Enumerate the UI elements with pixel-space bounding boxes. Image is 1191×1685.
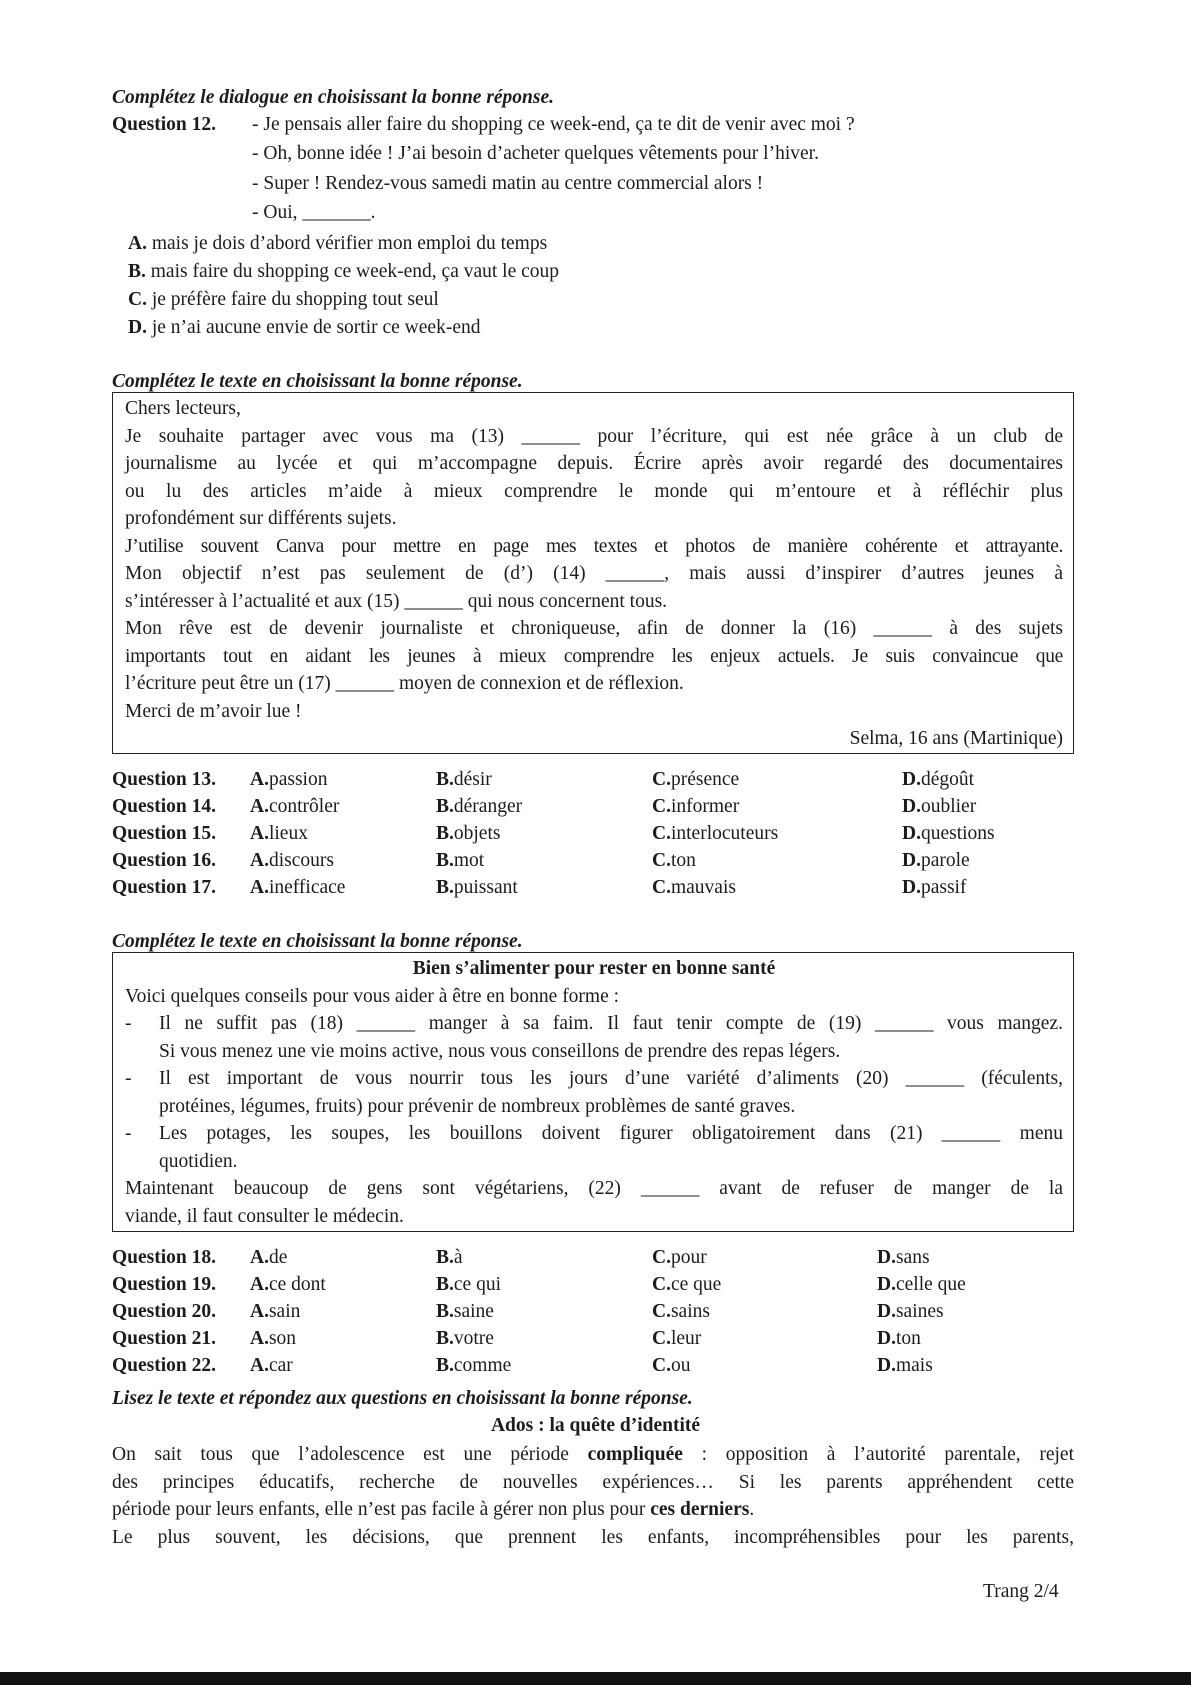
option-a[interactable]: A. passion — [250, 769, 328, 790]
passage-line: ou lu des articles m’aide à mieux comprendre le monde qui m’entoure et à réfléchir plus — [125, 480, 1063, 502]
question-label: Question 13. — [112, 769, 217, 790]
passage-box-nutrition — [112, 952, 1074, 1232]
option-b[interactable]: B. à — [436, 1247, 463, 1268]
passage-line: Mon objectif n’est pas seulement de (d’) (14) ______, mais aussi d’inspirer d’autres jeunes à — [125, 563, 1063, 584]
question-14-row — [112, 793, 1112, 820]
option-12-b[interactable]: B. mais faire du shopping ce week-end, ça vaut le coup — [128, 261, 560, 282]
option-a[interactable]: A. son — [250, 1328, 297, 1349]
passage-line: Mon rêve est de devenir journaliste et chroniqueuse, afin de donner la (16) ______ à des sujets — [125, 618, 1063, 639]
option-d[interactable]: D. dégoût — [902, 769, 975, 790]
passage-intro: Voici quelques conseils pour vous aider à être en bonne forme : — [125, 985, 620, 1007]
option-c[interactable]: C. mauvais — [652, 877, 736, 898]
option-c[interactable]: C. leur — [652, 1328, 702, 1349]
passage-signature: Selma, 16 ans (Martinique) — [849, 728, 1063, 749]
option-b[interactable]: B. votre — [436, 1328, 494, 1349]
option-c[interactable]: C. pour — [652, 1247, 707, 1268]
question-label: Question 17. — [112, 877, 217, 898]
option-12-a[interactable]: A. mais je dois d’abord vérifier mon emploi du temps — [128, 233, 548, 254]
passage-line: Maintenant beaucoup de gens sont végétariens, (22) ______ avant de refuser de manger de la — [125, 1178, 1063, 1199]
passage-line: Chers lecteurs, — [125, 398, 241, 419]
question-label: Question 21. — [112, 1328, 217, 1349]
passage-line: s’intéresser à l’actualité et aux (15) ______ qui nous concernent tous. — [125, 590, 668, 612]
instruction-dialogue: Complétez le dialogue en choisissant la bonne réponse. — [112, 87, 555, 108]
question-17-row — [112, 874, 1112, 901]
passage-line: viande, il faut consulter le médecin. — [125, 1205, 404, 1227]
option-c[interactable]: C. sains — [652, 1301, 710, 1322]
reading-line: On sait tous que l’adolescence est une période compliquée : opposition à l’autorité parentale, rejet — [112, 1444, 1074, 1465]
question-12-label: Question 12. — [112, 114, 217, 135]
question-15-row — [112, 820, 1112, 847]
page-number: Trang 2/4 — [983, 1581, 1059, 1602]
option-b[interactable]: B. déranger — [436, 796, 523, 817]
question-label: Question 15. — [112, 823, 217, 844]
option-b[interactable]: B. désir — [436, 769, 492, 790]
option-d[interactable]: D. questions — [902, 823, 995, 844]
option-d[interactable]: D. celle que — [877, 1274, 966, 1295]
option-a[interactable]: A. contrôler — [250, 796, 340, 817]
option-a[interactable]: A. car — [250, 1355, 293, 1376]
option-d[interactable]: D. parole — [902, 850, 970, 871]
dialogue-line: - Oui, _______. — [252, 202, 376, 223]
option-d[interactable]: D. ton — [877, 1328, 921, 1349]
dialogue-line: - Oh, bonne idée ! J’ai besoin d’acheter quelques vêtements pour l’hiver. — [252, 143, 819, 164]
passage-line: Je souhaite partager avec vous ma (13) ______ pour l’écriture, qui est née grâce à un club de — [125, 425, 1063, 447]
option-b[interactable]: B. comme — [436, 1355, 512, 1376]
option-a[interactable]: A. lieux — [250, 823, 308, 844]
instruction-text-2: Complétez le texte en choisissant la bonne réponse. — [112, 931, 523, 952]
reading-paragraph — [112, 1441, 1074, 1551]
reading-title: Ados : la quête d’identité — [490, 1415, 701, 1436]
option-b[interactable]: B. saine — [436, 1301, 494, 1322]
option-d[interactable]: D. mais — [877, 1355, 933, 1376]
question-label: Question 14. — [112, 796, 217, 817]
tip-item: - Les potages, les soupes, les bouillons doivent figurer obligatoirement dans (21) ______ menu quotidien. — [125, 1123, 1063, 1172]
question-16-row — [112, 847, 1112, 874]
option-b[interactable]: B. mot — [436, 850, 485, 871]
question-21-row — [112, 1325, 1112, 1352]
option-a[interactable]: A. inefficace — [250, 877, 346, 898]
option-d[interactable]: D. saines — [877, 1301, 944, 1322]
dialogue-line: - Je pensais aller faire du shopping ce week-end, ça te dit de venir avec moi ? — [252, 114, 855, 135]
option-d[interactable]: D. sans — [877, 1247, 930, 1268]
instruction-reading: Lisez le texte et répondez aux questions en choisissant la bonne réponse. — [112, 1388, 693, 1409]
option-c[interactable]: C. ton — [652, 850, 696, 871]
question-20-row — [112, 1298, 1112, 1325]
reading-line: des principes éducatifs, recherche de nouvelles expériences… Si les parents appréhendent cette — [112, 1471, 1074, 1493]
reading-line: Le plus souvent, les décisions, que prennent les enfants, incompréhensibles pour les parents, — [112, 1526, 1074, 1548]
option-c[interactable]: C. présence — [652, 769, 740, 790]
option-c[interactable]: C. interlocuteurs — [652, 823, 779, 844]
passage-line: l’écriture peut être un (17) ______ moyen de connexion et de réflexion. — [125, 673, 684, 694]
passage-title: Bien s’alimenter pour rester en bonne santé — [412, 958, 776, 979]
question-label: Question 19. — [112, 1274, 217, 1295]
option-a[interactable]: A. de — [250, 1247, 288, 1268]
question-22-row — [112, 1352, 1112, 1379]
question-label: Question 16. — [112, 850, 217, 871]
option-c[interactable]: C. informer — [652, 796, 740, 817]
option-12-c[interactable]: C. je préfère faire du shopping tout seul — [128, 289, 439, 310]
dialogue-line: - Super ! Rendez-vous samedi matin au centre commercial alors ! — [252, 173, 764, 194]
instruction-text-1: Complétez le texte en choisissant la bonne réponse. — [112, 371, 523, 392]
option-a[interactable]: A. ce dont — [250, 1274, 326, 1295]
option-12-d[interactable]: D. je n’ai aucune envie de sortir ce week-end — [128, 317, 481, 338]
option-b[interactable]: B. puissant — [436, 877, 518, 898]
option-d[interactable]: D. oublier — [902, 796, 977, 817]
question-18-row — [112, 1244, 1112, 1271]
scan-edge-bar — [0, 1672, 1191, 1685]
option-a[interactable]: A. discours — [250, 850, 334, 871]
question-label: Question 20. — [112, 1301, 217, 1322]
passage-line: Merci de m’avoir lue ! — [125, 700, 302, 722]
passage-line: profondément sur différents sujets. — [125, 508, 397, 529]
passage-line: J’utilise souvent Canva pour mettre en page mes textes et photos de manière cohérente et attrayante. — [125, 535, 1063, 557]
option-d[interactable]: D. passif — [902, 877, 967, 898]
question-13-row — [112, 766, 1112, 793]
question-label: Question 22. — [112, 1355, 217, 1376]
option-c[interactable]: C. ou — [652, 1355, 691, 1376]
tip-item: - Il est important de vous nourrir tous les jours d’une variété d’aliments (20) ______ (féculents, protéines, légumes, fruits) pour prévenir de nombreux problèmes de santé graves. — [125, 1068, 1063, 1117]
option-b[interactable]: B. ce qui — [436, 1274, 501, 1295]
passage-line: importants tout en aidant les jeunes à mieux comprendre les enjeux actuels. Je suis convaincue que — [125, 645, 1063, 667]
reading-line: période pour leurs enfants, elle n’est pas facile à gérer non plus pour ces derniers. — [112, 1499, 755, 1520]
option-a[interactable]: A. sain — [250, 1301, 301, 1322]
question-label: Question 18. — [112, 1247, 217, 1268]
passage-line: journalisme au lycée et qui m’accompagne depuis. Écrire après avoir regardé des documentaires — [125, 453, 1063, 474]
passage-box-selma — [112, 392, 1074, 754]
option-b[interactable]: B. objets — [436, 823, 501, 844]
option-c[interactable]: C. ce que — [652, 1274, 722, 1295]
question-19-row — [112, 1271, 1112, 1298]
tip-item: - Il ne suffit pas (18) ______ manger à sa faim. Il faut tenir compte de (19) ______ vous mangez. Si vous menez une vie moins active, nous vous conseillons de prendre des repas légers. — [125, 1013, 1063, 1062]
